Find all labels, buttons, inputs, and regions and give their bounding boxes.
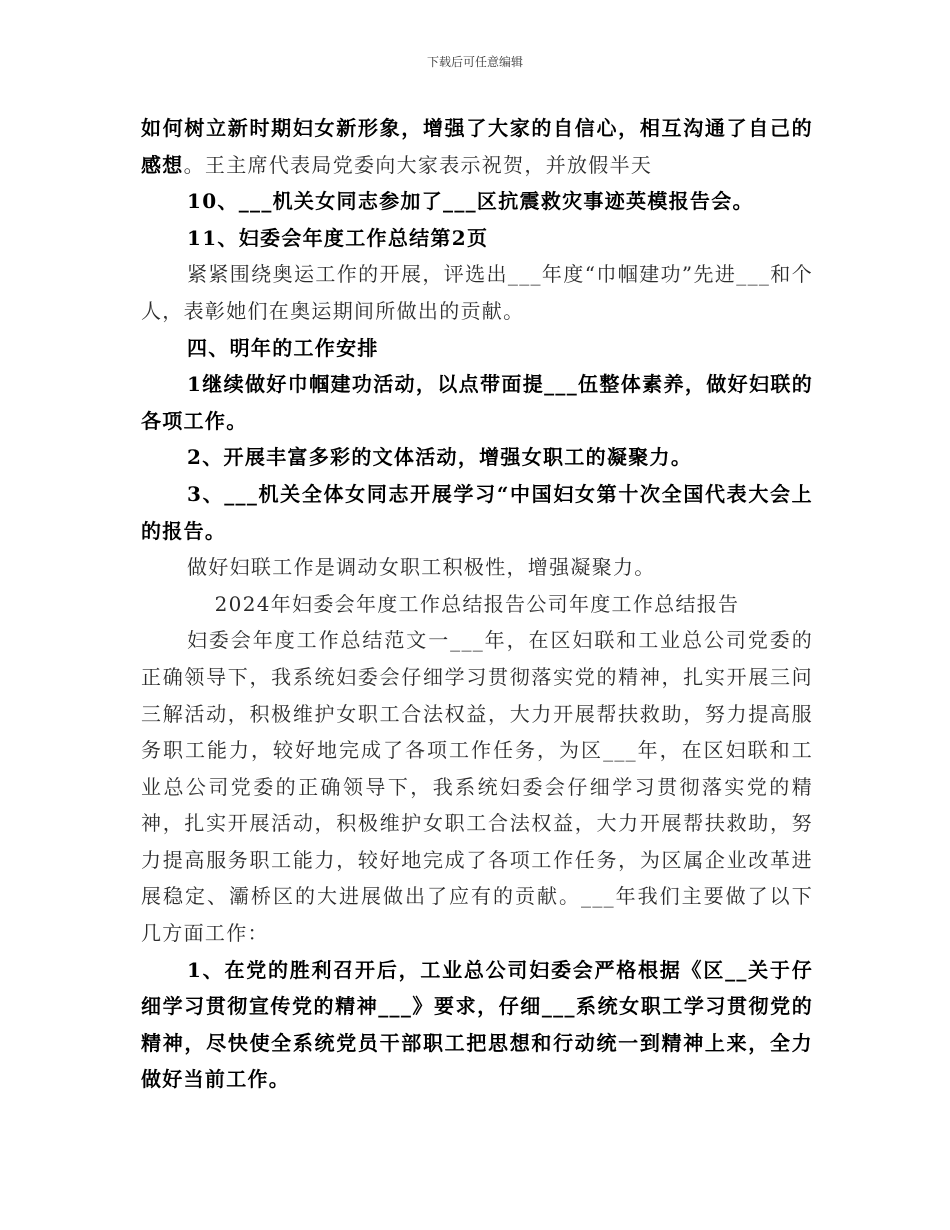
plan-item-2: 2、开展丰富多彩的文体活动，增强女职工的凝聚力。 xyxy=(187,445,693,470)
document-body xyxy=(141,110,813,1098)
paragraph-summary: 做好妇联工作是调动女职工积极性，增强凝聚力。 xyxy=(187,555,656,580)
item-10: 10、___机关女同志参加了___区抗震救灾事迹英模报告会。 xyxy=(187,189,754,214)
section-heading-next-year: 四、明年的工作安排 xyxy=(187,335,379,360)
paragraph-main: 妇委会年度工作总结范文一___年，在区妇联和工业总公司党委的正确领导下，我系统妇委会仔细学习贯彻落实党的精神，扎实开展三问三解活动，积极维护女职工合法权益，大力开展帮扶救助，努力提高服务职工能力，较好地完成了各项工作任务，为区___年，在区妇联和工业总公司党委的正确领导下，我系统妇委会仔细学习贯彻落实党的精神，扎实开展活动，积极维护女职工合法权益，大力开展帮扶救助，努力提高服务职工能力，较好地完成了各项工作任务，为区属企业改革进展稳定、灞桥区的大进展做出了应有的贡献。___年我们主要做了以下几方面工作： xyxy=(141,628,813,946)
work-item-1: 1、在党的胜利召开后，工业总公司妇委会严格根据《区__关于仔细学习贯彻宣传党的精神___》要求，仔细___系统女职工学习贯彻党的精神，尽快使全系统党员干部职工把思想和行动统一到精神上来，全力做好当前工作。 xyxy=(141,957,813,1092)
bold-text: 如何树立新时期妇女新形象，增强了大家的自信心，相互沟通了自己的感想 xyxy=(141,116,813,177)
plan-item-3: 3、___机关全体女同志开展学习“中国妇女第十次全国代表大会上的报告。 xyxy=(141,481,813,543)
normal-text: 。王主席代表局党委向大家表示祝贺，并放假半天 xyxy=(183,152,653,177)
document-title: 2024年妇委会年度工作总结报告公司年度工作总结报告 xyxy=(214,591,740,616)
paragraph-olympics: 紧紧围绕奥运工作的开展，评选出___年度“巾帼建功”先进___和个人，表彰她们在奥运期间所做出的贡献。 xyxy=(141,262,813,323)
page-header: 下载后可任意编辑 xyxy=(426,55,523,69)
item-11: 11、妇委会年度工作总结第2页 xyxy=(187,225,489,250)
paragraph-continuation xyxy=(141,110,813,183)
plan-item-1: 1继续做好巾帼建功活动，以点带面提___伍整体素养，做好妇联的各项工作。 xyxy=(141,372,813,433)
